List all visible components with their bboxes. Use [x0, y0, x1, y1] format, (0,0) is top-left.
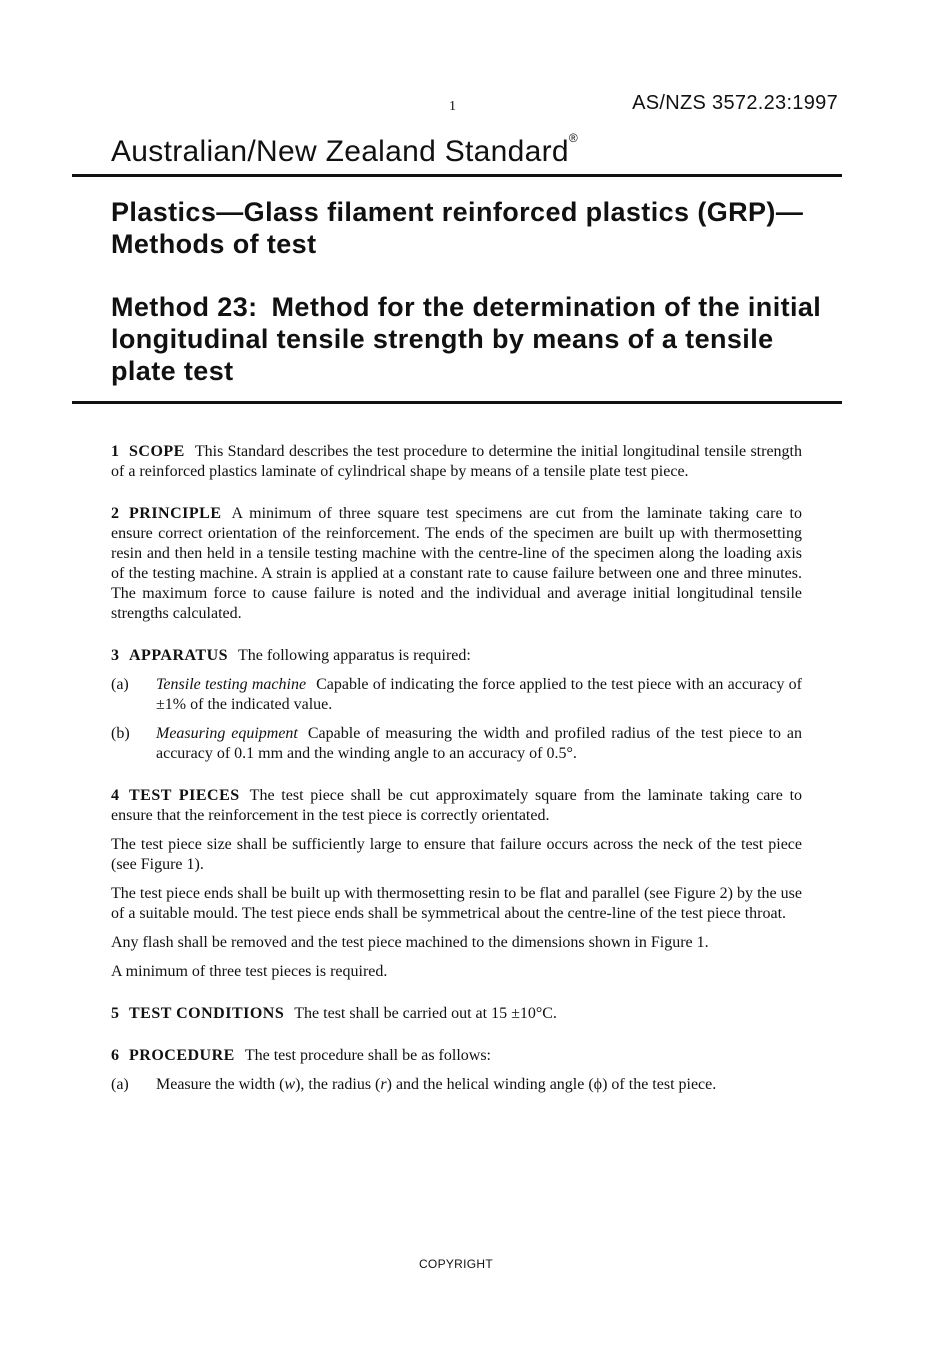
- list-term: Measuring equipment: [156, 725, 298, 742]
- section-number: 6: [111, 1047, 119, 1064]
- paragraph: A minimum of three test pieces is required.: [111, 963, 388, 980]
- section-number: 5: [111, 1005, 119, 1022]
- series-title: Plastics—Glass filament reinforced plastics (GRP)—Methods of test: [111, 197, 804, 259]
- registered-mark: ®: [568, 131, 579, 145]
- list-text: [156, 675, 802, 715]
- method-number: Method 23:: [111, 292, 258, 322]
- paragraph: Any flash shall be removed and the test piece machined to the dimensions shown in Figure 1.: [111, 934, 709, 951]
- list-description: Capable of measuring the width and profiled radius of the test piece to an accuracy of 0.1 mm and the winding angle to an accuracy of 0.5°.: [156, 725, 802, 762]
- section-heading: TEST PIECES: [129, 787, 240, 804]
- list-label: (b): [111, 725, 130, 742]
- section-text: The test procedure shall be as follows:: [244, 1047, 491, 1064]
- copyright-footer: COPYRIGHT: [418, 1257, 494, 1271]
- section-test-conditions: [111, 1004, 802, 1024]
- section-number: 2: [111, 505, 119, 522]
- section-text: This Standard describes the test procedure to determine the initial longitudinal tensile strength of a reinforced plastics laminate of cylindrical shape by means of a tensile plate test piece.: [111, 443, 802, 480]
- section-text: The test shall be carried out at 15 ±10°C.: [294, 1005, 557, 1022]
- section-heading: SCOPE: [129, 443, 185, 460]
- list-label: (a): [111, 676, 129, 693]
- section-heading: APPARATUS: [129, 647, 229, 664]
- list-item: [111, 724, 802, 764]
- list-item: [111, 675, 802, 715]
- section-number: 4: [111, 787, 119, 804]
- text-fragment: Measure the width (: [156, 1076, 285, 1093]
- header-rule: [72, 174, 842, 177]
- list-description: Capable of indicating the force applied to the test piece with an accuracy of ±1% of the indicated value.: [156, 676, 803, 713]
- section-procedure: [111, 1046, 802, 1066]
- section-number: 1: [111, 443, 119, 460]
- standard-title-text: Australian/New Zealand Standard: [111, 135, 569, 168]
- section-text: A minimum of three square test specimens are cut from the laminate taking care to ensure correct orientation of the reinforcement. The ends of the specimen are built up with thermosetting resin and then held in a tensile testing machine with the centre-line of the specimen along the loading axis of the testing machine. A strain is applied at a constant rate to cause failure between one and three minutes. The maximum force to cause failure is noted and the individual and average initial longitudinal tensile strengths calculated.: [111, 505, 802, 622]
- document-body: [111, 442, 802, 1104]
- section-apparatus: [111, 646, 802, 666]
- list-label: (a): [111, 1076, 129, 1093]
- paragraph: The test piece ends shall be built up with thermosetting resin to be flat and parallel (see Figure 2) by the use of a suitable mould. The test piece ends shall be symmetrical about the centre-line of the test piece throat.: [111, 885, 802, 922]
- method-title: [111, 291, 831, 387]
- standard-code: AS/NZS 3572.23:1997: [632, 92, 838, 114]
- section-text: The test piece shall be cut approximately square from the laminate taking care to ensure that the reinforcement in the test piece is correctly orientated.: [111, 787, 803, 824]
- paragraph: The test piece size shall be sufficiently large to ensure that failure occurs across the neck of the test piece (see Figure 1).: [111, 836, 802, 873]
- standard-title: [111, 131, 579, 169]
- page-number: 1: [449, 99, 456, 114]
- text-fragment: ) and the helical winding angle (ϕ) of the test piece.: [386, 1076, 717, 1093]
- section-text: The following apparatus is required:: [238, 647, 471, 664]
- list-text: [156, 724, 802, 764]
- section-number: 3: [111, 647, 119, 664]
- section-principle: [111, 504, 802, 624]
- section-heading: PRINCIPLE: [129, 505, 222, 522]
- variable-r: r: [380, 1076, 387, 1093]
- section-heading: PROCEDURE: [129, 1047, 235, 1064]
- method-title-text: Method for the determination of the initial longitudinal tensile strength by means of a tensile plate test: [111, 292, 822, 386]
- list-text: [156, 1075, 802, 1095]
- section-scope: [111, 442, 802, 482]
- list-term: Tensile testing machine: [156, 676, 307, 693]
- section-heading: TEST CONDITIONS: [129, 1005, 285, 1022]
- variable-w: w: [284, 1076, 296, 1093]
- document-title-block: [111, 196, 831, 387]
- text-fragment: ), the radius (: [295, 1076, 381, 1093]
- list-item: [111, 1075, 802, 1095]
- section-test-pieces: [111, 786, 802, 826]
- title-rule: [72, 401, 842, 404]
